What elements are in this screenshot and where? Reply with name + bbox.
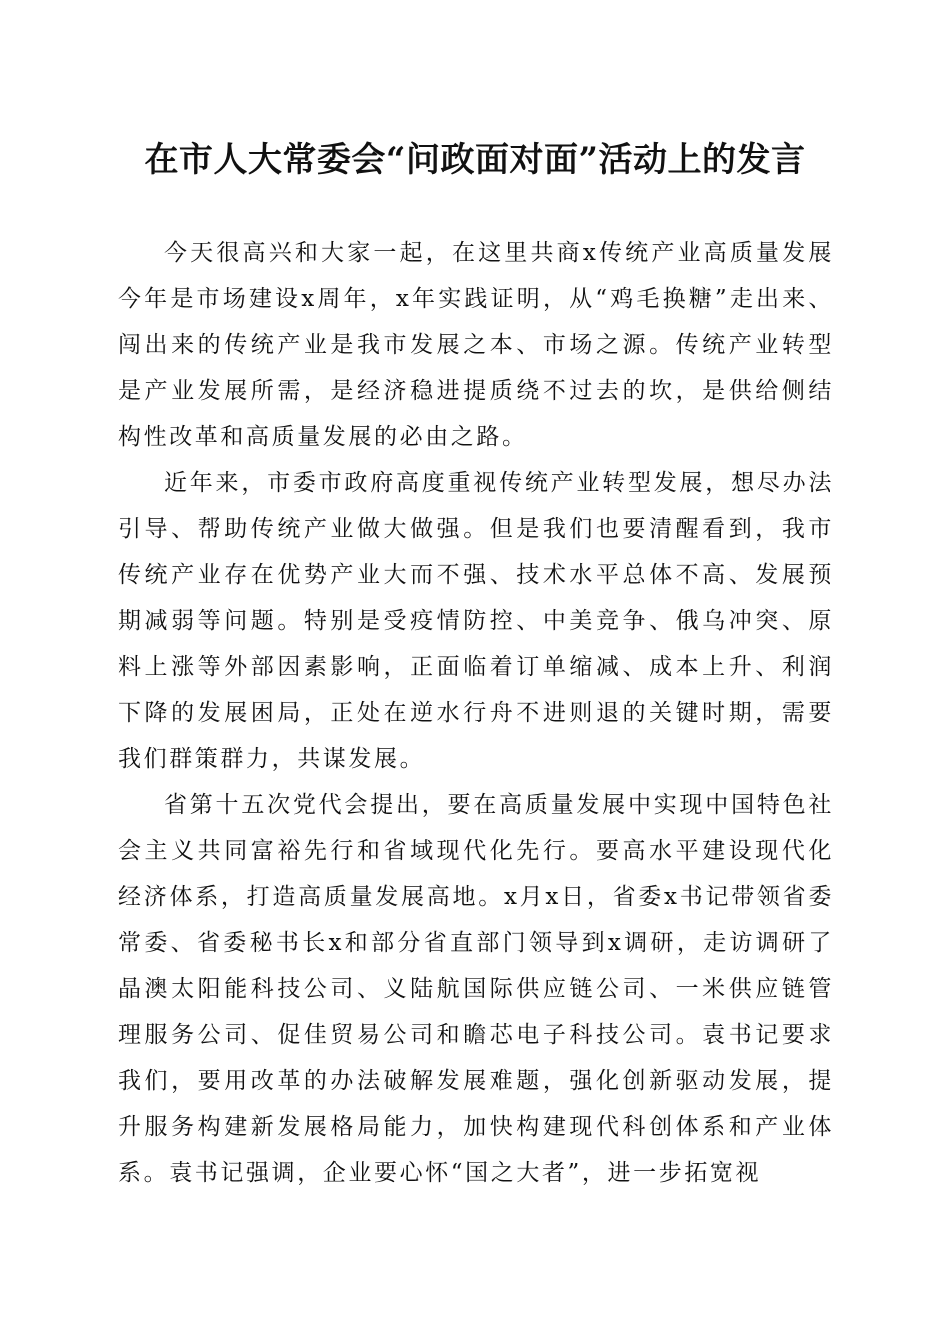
document-body [118,230,834,1196]
paragraph-2: 近年来，市委市政府高度重视传统产业转型发展，想尽办法引导、帮助传统产业做大做强。但是我们也要清醒看到，我市传统产业存在优势产业大而不强、技术水平总体不高、发展预期减弱等问题。特别是受疫情防控、中美竞争、俄乌冲突、原料上涨等外部因素影响，正面临着订单缩减、成本上升、利润下降的发展困局，正处在逆水行舟不进则退的关键时期，需要我们群策群力，共谋发展。 [118,470,834,772]
paragraph-3: 省第十五次党代会提出，要在高质量发展中实现中国特色社会主义共同富裕先行和省域现代化先行。要高水平建设现代化经济体系，打造高质量发展高地。x月x日，省委x书记带领省委常委、省委秘书长x和部分省直部门领导到x调研，走访调研了晶澳太阳能科技公司、义陆航国际供应链公司、一米供应链管理服务公司、促佳贸易公司和瞻芯电子科技公司。袁书记要求我们，要用改革的办法破解发展难题，强化创新驱动发展，提升服务构建新发展格局能力，加快构建现代科创体系和产业体系。袁书记强调，企业要心怀“国之大者”，进一步拓宽视 [118,792,834,1186]
document-title: 在市人大常委会“问政面对面”活动上的发言 [144,140,806,180]
paragraph-1: 今天很高兴和大家一起，在这里共商x传统产业高质量发展今年是市场建设x周年，x年实践证明，从“鸡毛换糖”走出来、闯出来的传统产业是我市发展之本、市场之源。传统产业转型是产业发展所需，是经济稳进提质绕不过去的坎，是供给侧结构性改革和高质量发展的必由之路。 [118,240,834,450]
